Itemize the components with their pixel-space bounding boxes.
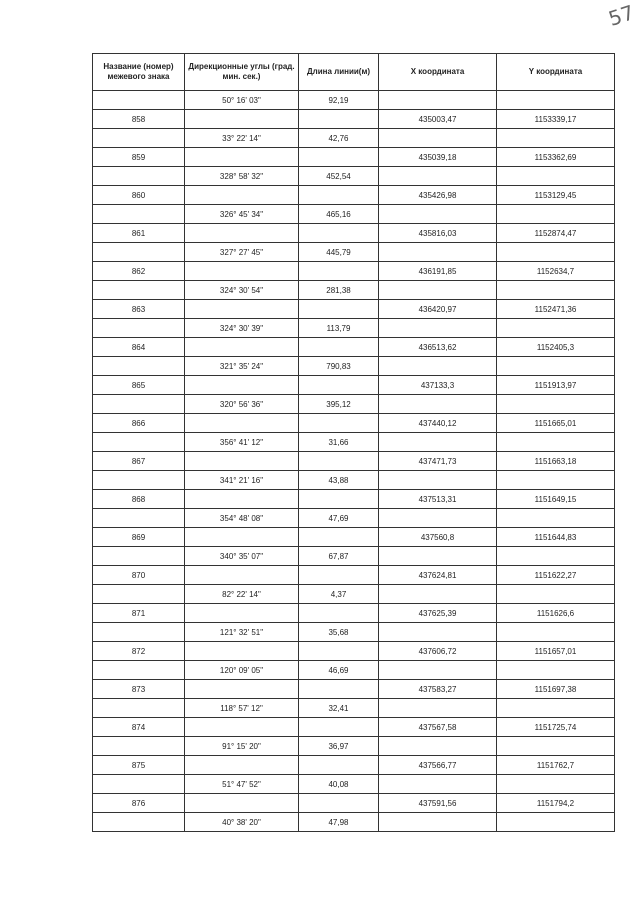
segment-row bbox=[93, 433, 615, 452]
point-row bbox=[93, 300, 615, 319]
x-coordinate: 437583,27 bbox=[379, 680, 497, 699]
empty-cell bbox=[93, 623, 185, 642]
empty-cell bbox=[299, 186, 379, 205]
line-length: 46,69 bbox=[299, 661, 379, 680]
direction-angle: 118° 57' 12" bbox=[185, 699, 299, 718]
point-row bbox=[93, 604, 615, 623]
segment-row bbox=[93, 585, 615, 604]
segment-row bbox=[93, 737, 615, 756]
line-length: 47,69 bbox=[299, 509, 379, 528]
empty-cell bbox=[299, 262, 379, 281]
header-length: Длина линии(м) bbox=[299, 54, 379, 91]
empty-cell bbox=[93, 775, 185, 794]
empty-cell bbox=[379, 509, 497, 528]
empty-cell bbox=[497, 91, 615, 110]
empty-cell bbox=[379, 319, 497, 338]
empty-cell bbox=[497, 357, 615, 376]
point-name: 868 bbox=[93, 490, 185, 509]
empty-cell bbox=[497, 547, 615, 566]
empty-cell bbox=[93, 205, 185, 224]
segment-row bbox=[93, 167, 615, 186]
empty-cell bbox=[299, 680, 379, 699]
empty-cell bbox=[93, 357, 185, 376]
x-coordinate: 435039,18 bbox=[379, 148, 497, 167]
direction-angle: 328° 58' 32" bbox=[185, 167, 299, 186]
point-name: 858 bbox=[93, 110, 185, 129]
empty-cell bbox=[93, 547, 185, 566]
x-coordinate: 437440,12 bbox=[379, 414, 497, 433]
x-coordinate: 437133,3 bbox=[379, 376, 497, 395]
point-name: 862 bbox=[93, 262, 185, 281]
empty-cell bbox=[379, 813, 497, 832]
empty-cell bbox=[299, 604, 379, 623]
empty-cell bbox=[497, 699, 615, 718]
segment-row bbox=[93, 129, 615, 148]
empty-cell bbox=[185, 262, 299, 281]
point-row bbox=[93, 414, 615, 433]
point-row bbox=[93, 376, 615, 395]
line-length: 790,83 bbox=[299, 357, 379, 376]
line-length: 35,68 bbox=[299, 623, 379, 642]
boundary-coordinates-table bbox=[92, 53, 615, 832]
header-name: Название (номер) межевого знака bbox=[93, 54, 185, 91]
x-coordinate: 437625,39 bbox=[379, 604, 497, 623]
empty-cell bbox=[299, 528, 379, 547]
x-coordinate: 435426,98 bbox=[379, 186, 497, 205]
line-length: 4,37 bbox=[299, 585, 379, 604]
point-name: 869 bbox=[93, 528, 185, 547]
segment-row bbox=[93, 91, 615, 110]
empty-cell bbox=[497, 585, 615, 604]
direction-angle: 356° 41' 12" bbox=[185, 433, 299, 452]
y-coordinate: 1152634,7 bbox=[497, 262, 615, 281]
empty-cell bbox=[497, 433, 615, 452]
line-length: 465,16 bbox=[299, 205, 379, 224]
empty-cell bbox=[379, 547, 497, 566]
direction-angle: 326° 45' 34" bbox=[185, 205, 299, 224]
empty-cell bbox=[379, 129, 497, 148]
empty-cell bbox=[379, 167, 497, 186]
empty-cell bbox=[497, 129, 615, 148]
line-length: 47,98 bbox=[299, 813, 379, 832]
x-coordinate: 437560,8 bbox=[379, 528, 497, 547]
point-row bbox=[93, 718, 615, 737]
x-coordinate: 436191,85 bbox=[379, 262, 497, 281]
empty-cell bbox=[299, 452, 379, 471]
direction-angle: 321° 35' 24" bbox=[185, 357, 299, 376]
empty-cell bbox=[379, 623, 497, 642]
empty-cell bbox=[379, 91, 497, 110]
empty-cell bbox=[497, 319, 615, 338]
empty-cell bbox=[497, 281, 615, 300]
point-row bbox=[93, 338, 615, 357]
header-angle: Дирекционные углы (град. мин. сек.) bbox=[185, 54, 299, 91]
empty-cell bbox=[379, 205, 497, 224]
segment-row bbox=[93, 243, 615, 262]
empty-cell bbox=[299, 148, 379, 167]
y-coordinate: 1153339,17 bbox=[497, 110, 615, 129]
empty-cell bbox=[379, 243, 497, 262]
empty-cell bbox=[185, 490, 299, 509]
empty-cell bbox=[93, 813, 185, 832]
empty-cell bbox=[299, 756, 379, 775]
empty-cell bbox=[497, 813, 615, 832]
empty-cell bbox=[299, 338, 379, 357]
direction-angle: 40° 38' 20" bbox=[185, 813, 299, 832]
empty-cell bbox=[497, 243, 615, 262]
line-length: 36,97 bbox=[299, 737, 379, 756]
y-coordinate: 1151622,27 bbox=[497, 566, 615, 585]
empty-cell bbox=[93, 699, 185, 718]
empty-cell bbox=[93, 395, 185, 414]
y-coordinate: 1151649,15 bbox=[497, 490, 615, 509]
y-coordinate: 1152405,3 bbox=[497, 338, 615, 357]
point-name: 864 bbox=[93, 338, 185, 357]
empty-cell bbox=[299, 110, 379, 129]
empty-cell bbox=[185, 452, 299, 471]
empty-cell bbox=[93, 243, 185, 262]
empty-cell bbox=[379, 433, 497, 452]
empty-cell bbox=[299, 642, 379, 661]
direction-angle: 354° 48' 08" bbox=[185, 509, 299, 528]
segment-row bbox=[93, 661, 615, 680]
x-coordinate: 437624,81 bbox=[379, 566, 497, 585]
empty-cell bbox=[299, 224, 379, 243]
direction-angle: 324° 30' 39" bbox=[185, 319, 299, 338]
line-length: 445,79 bbox=[299, 243, 379, 262]
point-name: 871 bbox=[93, 604, 185, 623]
point-name: 870 bbox=[93, 566, 185, 585]
x-coordinate: 437567,58 bbox=[379, 718, 497, 737]
direction-angle: 51° 47' 52" bbox=[185, 775, 299, 794]
y-coordinate: 1153129,45 bbox=[497, 186, 615, 205]
empty-cell bbox=[379, 737, 497, 756]
empty-cell bbox=[379, 775, 497, 794]
line-length: 43,88 bbox=[299, 471, 379, 490]
segment-row bbox=[93, 509, 615, 528]
empty-cell bbox=[185, 566, 299, 585]
empty-cell bbox=[497, 167, 615, 186]
empty-cell bbox=[379, 357, 497, 376]
line-length: 67,87 bbox=[299, 547, 379, 566]
point-name: 873 bbox=[93, 680, 185, 699]
table-header-row bbox=[93, 54, 615, 91]
direction-angle: 33° 22' 14" bbox=[185, 129, 299, 148]
empty-cell bbox=[93, 167, 185, 186]
line-length: 31,66 bbox=[299, 433, 379, 452]
empty-cell bbox=[185, 642, 299, 661]
segment-row bbox=[93, 699, 615, 718]
empty-cell bbox=[93, 509, 185, 528]
point-name: 875 bbox=[93, 756, 185, 775]
segment-row bbox=[93, 547, 615, 566]
x-coordinate: 437591,56 bbox=[379, 794, 497, 813]
empty-cell bbox=[93, 661, 185, 680]
empty-cell bbox=[299, 566, 379, 585]
direction-angle: 121° 32' 51" bbox=[185, 623, 299, 642]
empty-cell bbox=[379, 281, 497, 300]
y-coordinate: 1151725,74 bbox=[497, 718, 615, 737]
y-coordinate: 1151762,7 bbox=[497, 756, 615, 775]
y-coordinate: 1151644,83 bbox=[497, 528, 615, 547]
direction-angle: 340° 35' 07" bbox=[185, 547, 299, 566]
line-length: 452,54 bbox=[299, 167, 379, 186]
empty-cell bbox=[185, 338, 299, 357]
empty-cell bbox=[497, 395, 615, 414]
y-coordinate: 1151657,01 bbox=[497, 642, 615, 661]
empty-cell bbox=[379, 661, 497, 680]
empty-cell bbox=[93, 319, 185, 338]
point-row bbox=[93, 262, 615, 281]
empty-cell bbox=[93, 585, 185, 604]
segment-row bbox=[93, 813, 615, 832]
y-coordinate: 1153362,69 bbox=[497, 148, 615, 167]
point-row bbox=[93, 186, 615, 205]
line-length: 42,76 bbox=[299, 129, 379, 148]
y-coordinate: 1151697,38 bbox=[497, 680, 615, 699]
x-coordinate: 436420,97 bbox=[379, 300, 497, 319]
direction-angle: 91° 15' 20" bbox=[185, 737, 299, 756]
point-row bbox=[93, 528, 615, 547]
empty-cell bbox=[93, 281, 185, 300]
empty-cell bbox=[185, 604, 299, 623]
empty-cell bbox=[379, 395, 497, 414]
point-row bbox=[93, 110, 615, 129]
point-row bbox=[93, 452, 615, 471]
y-coordinate: 1152471,36 bbox=[497, 300, 615, 319]
point-row bbox=[93, 148, 615, 167]
y-coordinate: 1151626,6 bbox=[497, 604, 615, 623]
empty-cell bbox=[185, 148, 299, 167]
empty-cell bbox=[497, 661, 615, 680]
y-coordinate: 1151663,18 bbox=[497, 452, 615, 471]
table-body bbox=[93, 91, 615, 832]
point-name: 872 bbox=[93, 642, 185, 661]
empty-cell bbox=[299, 300, 379, 319]
empty-cell bbox=[379, 699, 497, 718]
direction-angle: 50° 16' 03" bbox=[185, 91, 299, 110]
point-name: 874 bbox=[93, 718, 185, 737]
empty-cell bbox=[185, 680, 299, 699]
header-x: X координата bbox=[379, 54, 497, 91]
y-coordinate: 1151665,01 bbox=[497, 414, 615, 433]
point-name: 867 bbox=[93, 452, 185, 471]
point-name: 866 bbox=[93, 414, 185, 433]
point-row bbox=[93, 756, 615, 775]
x-coordinate: 437471,73 bbox=[379, 452, 497, 471]
point-name: 860 bbox=[93, 186, 185, 205]
x-coordinate: 437513,31 bbox=[379, 490, 497, 509]
point-row bbox=[93, 566, 615, 585]
empty-cell bbox=[497, 737, 615, 756]
empty-cell bbox=[93, 91, 185, 110]
empty-cell bbox=[185, 300, 299, 319]
line-length: 395,12 bbox=[299, 395, 379, 414]
empty-cell bbox=[185, 376, 299, 395]
point-row bbox=[93, 794, 615, 813]
segment-row bbox=[93, 395, 615, 414]
line-length: 32,41 bbox=[299, 699, 379, 718]
empty-cell bbox=[93, 129, 185, 148]
direction-angle: 324° 30' 54" bbox=[185, 281, 299, 300]
direction-angle: 82° 22' 14" bbox=[185, 585, 299, 604]
y-coordinate: 1151913,97 bbox=[497, 376, 615, 395]
point-row bbox=[93, 490, 615, 509]
point-name: 859 bbox=[93, 148, 185, 167]
point-row bbox=[93, 224, 615, 243]
empty-cell bbox=[299, 490, 379, 509]
line-length: 92,19 bbox=[299, 91, 379, 110]
empty-cell bbox=[185, 794, 299, 813]
segment-row bbox=[93, 281, 615, 300]
x-coordinate: 437566,77 bbox=[379, 756, 497, 775]
direction-angle: 341° 21' 16" bbox=[185, 471, 299, 490]
segment-row bbox=[93, 357, 615, 376]
direction-angle: 320° 56' 36" bbox=[185, 395, 299, 414]
empty-cell bbox=[497, 471, 615, 490]
empty-cell bbox=[379, 585, 497, 604]
empty-cell bbox=[379, 471, 497, 490]
point-row bbox=[93, 680, 615, 699]
segment-row bbox=[93, 623, 615, 642]
segment-row bbox=[93, 205, 615, 224]
point-name: 861 bbox=[93, 224, 185, 243]
segment-row bbox=[93, 319, 615, 338]
line-length: 40,08 bbox=[299, 775, 379, 794]
header-y: Y координата bbox=[497, 54, 615, 91]
empty-cell bbox=[299, 376, 379, 395]
empty-cell bbox=[93, 471, 185, 490]
y-coordinate: 1151794,2 bbox=[497, 794, 615, 813]
page-number: 57 bbox=[605, 0, 638, 31]
segment-row bbox=[93, 471, 615, 490]
empty-cell bbox=[93, 433, 185, 452]
empty-cell bbox=[185, 110, 299, 129]
empty-cell bbox=[299, 718, 379, 737]
empty-cell bbox=[497, 205, 615, 224]
empty-cell bbox=[185, 718, 299, 737]
empty-cell bbox=[185, 414, 299, 433]
line-length: 281,38 bbox=[299, 281, 379, 300]
empty-cell bbox=[185, 756, 299, 775]
empty-cell bbox=[185, 528, 299, 547]
x-coordinate: 435816,03 bbox=[379, 224, 497, 243]
empty-cell bbox=[185, 186, 299, 205]
line-length: 113,79 bbox=[299, 319, 379, 338]
y-coordinate: 1152874,47 bbox=[497, 224, 615, 243]
x-coordinate: 437606,72 bbox=[379, 642, 497, 661]
empty-cell bbox=[497, 775, 615, 794]
x-coordinate: 435003,47 bbox=[379, 110, 497, 129]
empty-cell bbox=[299, 414, 379, 433]
direction-angle: 327° 27' 45" bbox=[185, 243, 299, 262]
direction-angle: 120° 09' 05" bbox=[185, 661, 299, 680]
empty-cell bbox=[93, 737, 185, 756]
segment-row bbox=[93, 775, 615, 794]
x-coordinate: 436513,62 bbox=[379, 338, 497, 357]
empty-cell bbox=[185, 224, 299, 243]
point-name: 876 bbox=[93, 794, 185, 813]
point-name: 863 bbox=[93, 300, 185, 319]
empty-cell bbox=[299, 794, 379, 813]
empty-cell bbox=[497, 509, 615, 528]
point-row bbox=[93, 642, 615, 661]
empty-cell bbox=[497, 623, 615, 642]
point-name: 865 bbox=[93, 376, 185, 395]
